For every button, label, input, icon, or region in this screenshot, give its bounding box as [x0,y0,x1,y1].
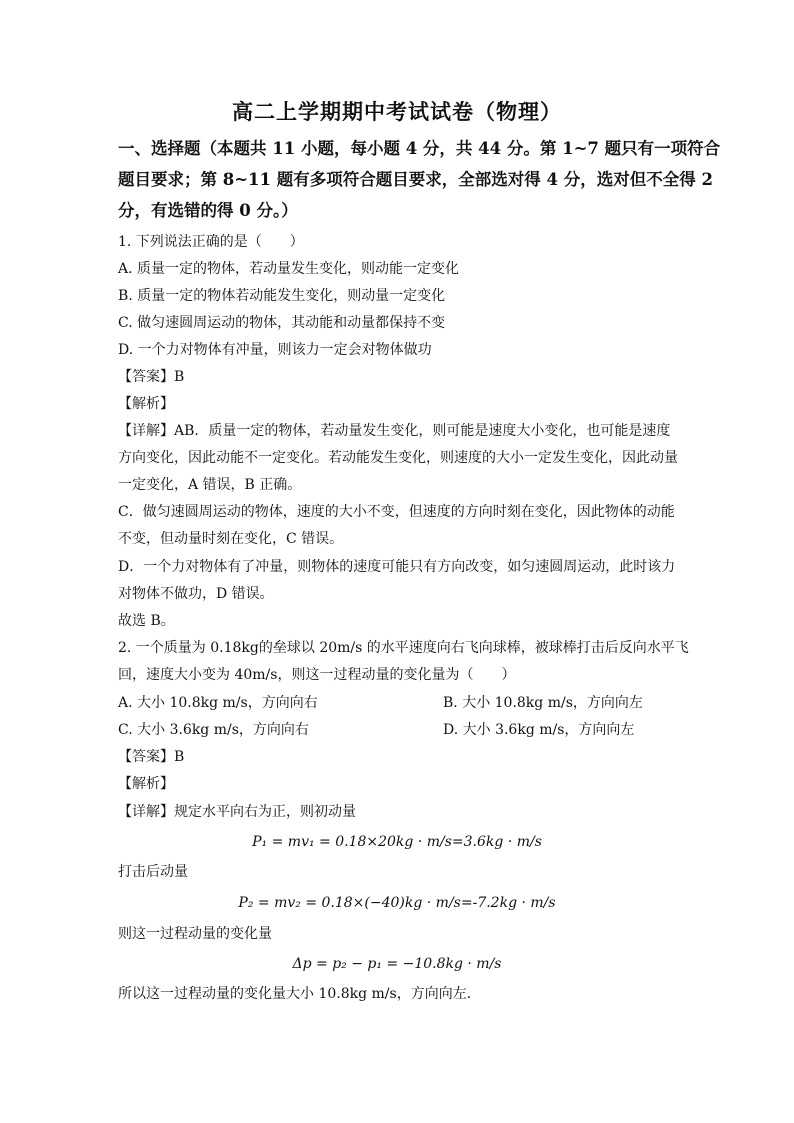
q1-detail-line: 方向变化，因此动能不一定变化。若动能发生变化，则速度的大小一定发生变化，因此动量 [118,450,678,466]
q2-stem-line-1: 2. 一个质量为 0.18kg的垒球以 20m/s 的水平速度向右飞向球棒，被球棒打击后反向水平飞 [118,640,689,656]
q2-equation-momentum-change: Δp = p₂ − p₁ = −10.8kg · m/s [292,956,502,972]
q2-stem-line-2: 回，速度大小变为 40m/s，则这一过程动量的变化量为（ ） [118,667,516,683]
q1-option-d: D. 一个力对物体有冲量，则该力一定会对物体做功 [118,342,432,358]
q1-detail-line: 不变，但动量时刻在变化，C 错误。 [118,531,344,547]
q2-conclusion: 所以这一过程动量的变化量大小 10.8kg m/s，方向向左． [118,986,481,1002]
q2-analysis-label: 【解析】 [118,776,174,792]
section-instruction-line-3: 分，有选错的得 0 分。） [118,201,298,220]
q2-detail-line: 打击后动量 [118,864,188,880]
q1-analysis-label: 【解析】 [118,396,174,412]
q1-detail-line: 对物体不做功，D 错误。 [118,586,274,602]
q1-conclusion: 故选 B。 [118,613,175,629]
q2-detail-line: 【详解】规定水平向右为正，则初动量 [118,804,356,820]
q2-option-c: C. 大小 3.6kg m/s，方向向右 [118,722,309,738]
page-title: 高二上学期期中考试试卷（物理） [232,99,562,124]
q2-option-d: D. 大小 3.6kg m/s，方向向左 [443,722,635,738]
q2-option-a: A. 大小 10.8kg m/s，方向向右 [118,695,318,711]
q2-detail-line: 则这一过程动量的变化量 [118,926,272,942]
q2-option-b: B. 大小 10.8kg m/s，方向向左 [443,695,643,711]
section-instruction-line-2: 题目要求；第 8~11 题有多项符合题目要求，全部选对得 4 分，选对但不全得 2 [118,170,713,189]
q2-answer: 【答案】B [118,749,185,765]
q1-option-c: C. 做匀速圆周运动的物体，其动能和动量都保持不变 [118,315,446,331]
q1-option-b: B. 质量一定的物体若动能发生变化，则动量一定变化 [118,288,446,304]
q2-equation-final-momentum: P₂ = mv₂ = 0.18×(−40)kg · m/s=-7.2kg · m/s [238,895,556,911]
q1-stem: 1. 下列说法正确的是（ ） [118,234,304,250]
q2-equation-initial-momentum: P₁ = mv₁ = 0.18×20kg · m/s=3.6kg · m/s [252,834,542,850]
q1-detail-line: D．一个力对物体有了冲量，则物体的速度可能只有方向改变，如匀速圆周运动，此时该力 [118,559,676,575]
q1-detail-line: 一定变化，A 错误，B 正确。 [118,477,302,493]
q1-option-a: A. 质量一定的物体，若动量发生变化，则动能一定变化 [118,261,460,277]
q1-detail-line: 【详解】AB．质量一定的物体，若动量发生变化，则可能是速度大小变化，也可能是速度 [118,423,671,439]
q1-detail-line: C．做匀速圆周运动的物体，速度的大小不变，但速度的方向时刻在变化，因此物体的动能 [118,504,675,520]
section-instruction-line-1: 一、选择题（本题共 11 小题，每小题 4 分，共 44 分。第 1~7 题只有一项符合 [118,139,721,158]
q1-answer: 【答案】B [118,369,185,385]
